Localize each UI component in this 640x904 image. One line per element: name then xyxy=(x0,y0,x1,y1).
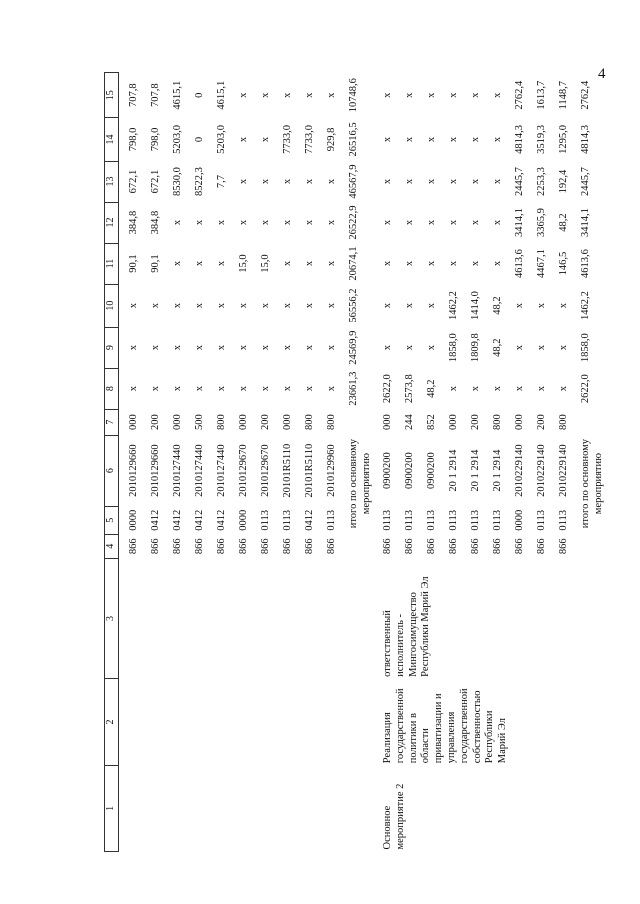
table-cell: х xyxy=(238,178,249,185)
col-num: 15 xyxy=(105,73,119,118)
table-cell: 384,8 xyxy=(150,210,161,235)
table-cell: х xyxy=(404,178,415,185)
table-cell: х xyxy=(404,136,415,143)
total-label: итого по основному мероприятию xyxy=(580,438,604,529)
table-cell: 0113 xyxy=(282,509,293,531)
table-cell: 0 xyxy=(194,92,205,98)
table-cell: 866 xyxy=(536,538,547,555)
table-cell: х xyxy=(304,260,315,267)
table-cell: 0900200 xyxy=(382,452,393,490)
table-cell: х xyxy=(172,219,183,226)
table-cell: х xyxy=(470,136,481,143)
table-cell: 1462,2 xyxy=(448,291,459,321)
table-cell: х xyxy=(426,219,437,226)
table-cell: х xyxy=(238,345,249,351)
table-cell: х xyxy=(426,178,437,185)
program-table xyxy=(104,72,613,852)
table-cell: 866 xyxy=(194,538,205,555)
table-cell: 866 xyxy=(326,538,337,555)
table-cell: 20674,1 xyxy=(348,246,359,281)
table-cell: х xyxy=(304,219,315,226)
table-cell: х xyxy=(282,92,293,98)
table-cell: х xyxy=(238,92,249,98)
table-cell: х xyxy=(382,260,393,267)
col-num: 10 xyxy=(105,284,119,327)
table-cell: х xyxy=(514,302,525,309)
table-cell: х xyxy=(404,260,415,267)
table-cell: 0900200 xyxy=(404,452,415,490)
table-cell: 707,8 xyxy=(128,83,139,107)
table-cell: 2762,4 xyxy=(580,80,591,110)
table-cell: х xyxy=(172,345,183,351)
table-cell: 866 xyxy=(150,538,161,555)
table-cell: 4615,1 xyxy=(172,80,183,110)
table-cell: х xyxy=(194,386,205,392)
table-cell: 1462,2 xyxy=(580,291,591,321)
total-label: итого по основному мероприятию xyxy=(348,438,372,529)
table-cell: 0113 xyxy=(536,509,547,531)
table-cell: 866 xyxy=(492,538,503,555)
table-cell: 146,5 xyxy=(558,251,569,276)
table-cell: х xyxy=(216,260,227,267)
table-cell: 2445,7 xyxy=(580,167,591,196)
table-cell: 0412 xyxy=(150,509,161,531)
table-cell: 20101R5110 xyxy=(282,443,293,498)
table-cell: х xyxy=(172,260,183,267)
table-cell: х xyxy=(304,302,315,309)
table-cell: х xyxy=(326,92,337,98)
table-cell: х xyxy=(426,92,437,98)
table-cell: 0113 xyxy=(326,509,337,531)
table-cell: 866 xyxy=(404,538,415,555)
table-cell: 26522,9 xyxy=(348,205,359,240)
col-num: 2 xyxy=(105,679,119,765)
table-cell: 866 xyxy=(304,538,315,555)
table-cell: 800 xyxy=(326,414,337,430)
table-row xyxy=(171,73,193,852)
table-cell: х xyxy=(260,302,271,309)
table-cell: 707,8 xyxy=(150,83,161,107)
table-cell: 4467,1 xyxy=(536,249,547,278)
table-cell: х xyxy=(326,178,337,185)
col-num: 11 xyxy=(105,243,119,284)
table-cell: х xyxy=(404,219,415,226)
table-cell: х xyxy=(470,219,481,226)
table-cell: 2445,7 xyxy=(514,167,525,196)
table-cell: 2010129670 xyxy=(260,444,271,497)
table-cell: 4814,3 xyxy=(580,125,591,154)
table-cell: х xyxy=(304,386,315,392)
table-cell: 2010229140 xyxy=(536,444,547,497)
responsible-executor: ответственный исполнитель - Мингосимущество Республики Марий Эл xyxy=(382,576,432,677)
table-cell: х xyxy=(382,178,393,185)
table-cell: 2010229140 xyxy=(514,444,525,497)
total-row-1 xyxy=(347,73,381,852)
table-row xyxy=(347,73,381,852)
table-cell: 2010229140 xyxy=(558,444,569,497)
table-cell: х xyxy=(470,260,481,267)
table-cell: х xyxy=(382,92,393,98)
table-cell: 23661,3 xyxy=(348,371,359,406)
table-cell: х xyxy=(536,302,547,309)
table-cell: 24569,9 xyxy=(348,330,359,365)
table-cell: 20 1 2914 xyxy=(448,449,459,492)
table-row xyxy=(579,73,613,852)
table-cell: 4613,6 xyxy=(580,249,591,278)
table-cell: 200 xyxy=(536,414,547,430)
table-cell: 3519,3 xyxy=(536,125,547,154)
table-cell: х xyxy=(558,345,569,351)
table-cell: 48,2 xyxy=(558,213,569,232)
table-cell: х xyxy=(172,386,183,392)
table-cell: х xyxy=(194,345,205,351)
table-cell: х xyxy=(492,136,503,143)
table-cell: 90,1 xyxy=(128,254,139,273)
table-cell: х xyxy=(326,219,337,226)
table-cell: х xyxy=(282,302,293,309)
table-cell: 000 xyxy=(128,414,139,430)
col-num: 9 xyxy=(105,327,119,368)
table-cell: 20 1 2914 xyxy=(492,449,503,492)
table-cell: 0 xyxy=(194,136,205,143)
table-cell: х xyxy=(492,260,503,267)
table-cell: х xyxy=(536,345,547,351)
table-cell: 5203,0 xyxy=(172,125,183,154)
table-row xyxy=(237,73,259,852)
table-cell: х xyxy=(448,260,459,267)
top-rows xyxy=(119,73,348,852)
table-cell: 3365,9 xyxy=(536,208,547,237)
table-cell: х xyxy=(194,302,205,309)
table-cell: 929,8 xyxy=(326,127,337,152)
table-row xyxy=(193,73,215,852)
table-cell: 0113 xyxy=(260,509,271,531)
table-cell: 7733,0 xyxy=(282,125,293,154)
table-cell: 1148,7 xyxy=(558,80,569,110)
table-row xyxy=(325,73,347,852)
table-cell: 2010129660 xyxy=(128,444,139,497)
table-cell: х xyxy=(260,136,271,143)
table-cell: 2010127440 xyxy=(172,444,183,497)
table-cell: х xyxy=(448,178,459,185)
table-cell: 48,2 xyxy=(492,338,503,357)
col-num: 8 xyxy=(105,368,119,409)
col-num: 13 xyxy=(105,161,119,202)
col-num: 12 xyxy=(105,202,119,243)
table-row xyxy=(303,73,325,852)
table-cell: 866 xyxy=(448,538,459,555)
table-cell: х xyxy=(150,386,161,392)
table-row xyxy=(215,73,237,852)
table-cell: х xyxy=(470,92,481,98)
table-cell: х xyxy=(304,345,315,351)
table-cell: 2253,3 xyxy=(536,167,547,196)
table-cell: 90,1 xyxy=(150,254,161,273)
table-cell: 384,8 xyxy=(128,210,139,235)
table-cell: х xyxy=(326,302,337,309)
table-cell: х xyxy=(150,302,161,309)
table-cell: х xyxy=(238,219,249,226)
table-cell: 0113 xyxy=(448,509,459,531)
table-cell: 2622,0 xyxy=(580,374,591,404)
col-num: 1 xyxy=(105,765,119,851)
table-cell: х xyxy=(448,386,459,392)
measure-2-rows xyxy=(381,73,579,852)
table-cell: 2010127440 xyxy=(216,444,227,497)
table-cell: х xyxy=(558,386,569,392)
table-cell: х xyxy=(404,302,415,309)
col-num: 3 xyxy=(105,558,119,679)
table-cell: х xyxy=(326,345,337,351)
table-cell: 4814,3 xyxy=(514,125,525,154)
table-cell: х xyxy=(194,260,205,267)
table-row xyxy=(381,73,403,852)
table-cell: 0113 xyxy=(382,509,393,531)
table-cell: х xyxy=(128,386,139,392)
col-num: 4 xyxy=(105,534,119,558)
table-cell: х xyxy=(426,302,437,309)
table-cell: 15,0 xyxy=(238,254,249,273)
table-cell: 866 xyxy=(382,538,393,555)
table-cell: 000 xyxy=(448,414,459,430)
table-cell: 0412 xyxy=(216,509,227,531)
table-cell: х xyxy=(404,345,415,351)
table-cell: х xyxy=(492,219,503,226)
table-cell: 1858,0 xyxy=(448,333,459,363)
total-row-2 xyxy=(579,73,613,852)
table-cell: 26516,5 xyxy=(348,122,359,157)
table-cell: 1613,7 xyxy=(536,80,547,110)
table-cell: х xyxy=(238,386,249,392)
table-cell: х xyxy=(260,345,271,351)
table-cell: х xyxy=(282,219,293,226)
table-cell: 500 xyxy=(194,414,205,430)
table-cell: 000 xyxy=(382,414,393,430)
table-cell: 866 xyxy=(128,538,139,555)
table-cell: х xyxy=(128,302,139,309)
table-cell: 3414,1 xyxy=(580,208,591,237)
table-cell: 2010129960 xyxy=(326,444,337,497)
table-cell: 000 xyxy=(514,414,525,430)
table-cell: 866 xyxy=(238,538,249,555)
table-cell: 2010127440 xyxy=(194,444,205,497)
table-cell: 7,7 xyxy=(216,174,227,189)
table-cell: 1295,0 xyxy=(558,125,569,154)
table-cell: 000 xyxy=(238,414,249,430)
table-cell: 800 xyxy=(558,414,569,430)
col-num: 7 xyxy=(105,409,119,435)
table-cell: х xyxy=(382,345,393,351)
table-cell: х xyxy=(326,260,337,267)
table-cell: 0900200 xyxy=(426,452,437,490)
measure-description: Реализация государственной политики в области приватизации и управления государственной собственностью Республики Марий Эл xyxy=(382,688,509,764)
table-cell: х xyxy=(128,345,139,351)
table-cell: х xyxy=(172,302,183,309)
table-cell: 800 xyxy=(304,414,315,430)
table-cell: х xyxy=(282,386,293,392)
table-cell: 8530,0 xyxy=(172,167,183,196)
table-cell: 48,2 xyxy=(492,296,503,315)
table-cell: 0000 xyxy=(238,509,249,531)
table-cell: 200 xyxy=(260,414,271,430)
page-number: 4 xyxy=(598,66,606,82)
table-cell: 0113 xyxy=(404,509,415,531)
table-cell: 2762,4 xyxy=(514,80,525,110)
table-cell: х xyxy=(448,92,459,98)
table-cell: 000 xyxy=(282,414,293,430)
table-cell: 4615,1 xyxy=(216,80,227,110)
table-cell: 5203,0 xyxy=(216,125,227,154)
table-cell: 244 xyxy=(404,414,415,430)
table-cell: 10748,6 xyxy=(348,78,359,113)
table-cell: 866 xyxy=(172,538,183,555)
table-cell: 20101R5110 xyxy=(304,443,315,498)
table-row xyxy=(127,73,149,852)
table-cell: 8522,3 xyxy=(194,167,205,196)
table-cell: х xyxy=(238,302,249,309)
table-cell: х xyxy=(470,178,481,185)
table-cell: 866 xyxy=(558,538,569,555)
column-number-row xyxy=(105,73,119,852)
table-cell: 48,2 xyxy=(426,379,437,398)
table-cell: 0412 xyxy=(304,509,315,531)
table-cell: х xyxy=(150,345,161,351)
col-num: 14 xyxy=(105,118,119,161)
table-cell: 0113 xyxy=(492,509,503,531)
table-cell: х xyxy=(216,345,227,351)
table-cell: х xyxy=(448,219,459,226)
table-cell: 3414,1 xyxy=(514,208,525,237)
table-cell: х xyxy=(326,386,337,392)
table-cell: 1414,0 xyxy=(470,291,481,321)
rotated-table-area xyxy=(104,72,616,852)
table-cell: 800 xyxy=(216,414,227,430)
table-cell: 798,0 xyxy=(150,127,161,152)
table-cell: 56556,2 xyxy=(348,288,359,323)
col-num: 5 xyxy=(105,506,119,534)
table-cell: 200 xyxy=(470,414,481,430)
table-cell: 0000 xyxy=(128,509,139,531)
table-cell: х xyxy=(470,386,481,392)
table-cell: 672,1 xyxy=(150,169,161,194)
table-cell: х xyxy=(514,345,525,351)
table-cell: 0412 xyxy=(194,509,205,531)
table-cell: х xyxy=(382,219,393,226)
table-cell: 866 xyxy=(470,538,481,555)
table-cell: 800 xyxy=(492,414,503,430)
table-cell: х xyxy=(426,136,437,143)
table-cell: 2010129660 xyxy=(150,444,161,497)
table-cell: 866 xyxy=(426,538,437,555)
table-cell: х xyxy=(536,386,547,392)
table-cell: х xyxy=(382,302,393,309)
table-cell: х xyxy=(304,92,315,98)
table-cell: х xyxy=(558,302,569,309)
table-cell: 866 xyxy=(260,538,271,555)
table-cell: 852 xyxy=(426,414,437,430)
table-cell: х xyxy=(404,92,415,98)
table-row xyxy=(281,73,303,852)
table-cell: 0000 xyxy=(514,509,525,531)
table-cell: 0412 xyxy=(172,509,183,531)
table-cell: 798,0 xyxy=(128,127,139,152)
table-cell: х xyxy=(304,178,315,185)
table-cell: 866 xyxy=(514,538,525,555)
table-cell: х xyxy=(448,136,459,143)
table-cell: х xyxy=(282,178,293,185)
table-cell: х xyxy=(216,386,227,392)
table-cell: х xyxy=(426,345,437,351)
table-cell: 15,0 xyxy=(260,254,271,273)
table-row xyxy=(149,73,171,852)
table-cell: 4613,6 xyxy=(514,249,525,278)
table-cell: 0113 xyxy=(426,509,437,531)
table-cell: 000 xyxy=(172,414,183,430)
table-cell: х xyxy=(260,219,271,226)
table-cell: х xyxy=(382,136,393,143)
table-cell: х xyxy=(194,219,205,226)
table-cell: 866 xyxy=(282,538,293,555)
table-cell: 672,1 xyxy=(128,169,139,194)
table-cell: 866 xyxy=(216,538,227,555)
table-cell: 1809,8 xyxy=(470,333,481,363)
table-cell: х xyxy=(492,92,503,98)
table-cell: х xyxy=(514,386,525,392)
table-cell: 2573,8 xyxy=(404,374,415,404)
table-cell: х xyxy=(260,92,271,98)
table-cell: 0113 xyxy=(558,509,569,531)
table-cell: х xyxy=(238,136,249,143)
table-cell: х xyxy=(282,345,293,351)
table-cell: х xyxy=(492,386,503,392)
measure-name: Основное мероприятие 2 xyxy=(382,783,406,850)
table-cell: х xyxy=(216,302,227,309)
table-cell: х xyxy=(282,260,293,267)
table-cell: х xyxy=(260,386,271,392)
table-cell: 2010129670 xyxy=(238,444,249,497)
table-cell: х xyxy=(426,260,437,267)
col-num: 6 xyxy=(105,435,119,506)
table-cell: 0113 xyxy=(470,509,481,531)
table-cell: 200 xyxy=(150,414,161,430)
table-cell: 2622,0 xyxy=(382,374,393,404)
table-cell: х xyxy=(260,178,271,185)
table-cell: 1858,0 xyxy=(580,333,591,363)
table-cell: 7733,0 xyxy=(304,125,315,154)
table-cell: х xyxy=(492,178,503,185)
table-cell: х xyxy=(216,219,227,226)
table-row xyxy=(259,73,281,852)
table-cell: 46567,9 xyxy=(348,164,359,199)
table-cell: 20 1 2914 xyxy=(470,449,481,492)
table-cell: 192,4 xyxy=(558,169,569,194)
